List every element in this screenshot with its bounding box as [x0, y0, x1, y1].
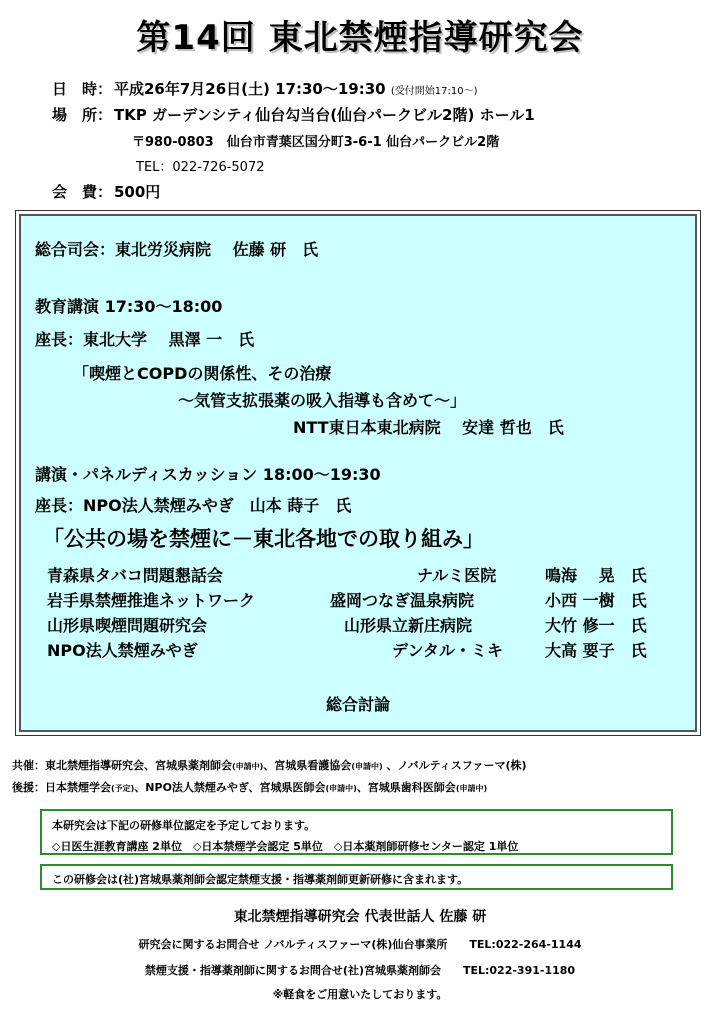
renewal-note: この研修会は(社)宮城県薬剤師会認定禁煙支援・指導薬剤師更新研修に含まれます。	[52, 873, 469, 886]
support-text: 後援：日本禁煙学会	[12, 781, 111, 794]
lecture-topic-1: 「喫煙とCOPDの関係性、その治療	[73, 364, 332, 383]
date-note: (受付開始17:10〜)	[390, 86, 478, 97]
fee-row	[52, 181, 160, 202]
support-note: (申請中)	[455, 784, 488, 793]
fee-value: 500円	[114, 183, 161, 201]
panelist-org: 岩手県禁煙推進ネットワーク	[47, 591, 256, 610]
panelist-hospital: ナルミ医院	[417, 566, 497, 585]
general-discussion: 総合討論	[325, 695, 390, 714]
credits-intro: 本研究会は下記の研修単位認定を予定しております。	[52, 819, 316, 832]
co-host-text: 共催：東北禁煙指導研究会、宮城県薬剤師会	[12, 759, 232, 772]
co-host-note: (申請中)	[232, 762, 264, 771]
panelist-name: 小西 一樹 氏	[545, 591, 647, 610]
panelist-name: 大高 要子 氏	[545, 641, 647, 660]
contact-pharmacist: 禁煙支援・指導薬剤師に関するお問合せ(社)宮城県薬剤師会 TEL:022-391-1180	[144, 964, 576, 977]
panelist-org: 青森県タバコ問題懇話会	[47, 566, 223, 585]
fee-label: 会 費：	[52, 183, 113, 201]
support-text: 、NPO法人禁煙みやぎ、宮城県医師会	[134, 781, 326, 794]
panel-theme: 「公共の場を禁煙に－東北各地での取り組み」	[43, 527, 484, 551]
panelist-org: 山形県喫煙問題研究会	[47, 616, 208, 635]
date-label: 日 時：	[52, 80, 113, 98]
organizer: 東北禁煙指導研究会 代表世話人 佐藤 研	[233, 909, 487, 925]
panelist-hospital: デンタル・ミキ	[392, 641, 504, 660]
panelist-name: 鳴海 晃 氏	[545, 566, 647, 585]
refreshment-note: ※軽食をご用意いたしております。	[272, 988, 448, 1001]
general-chair: 総合司会：東北労災病院 佐藤 研 氏	[35, 240, 319, 259]
date-value: 平成26年7月26日(土) 17:30〜19:30	[114, 80, 386, 98]
place-label: 場 所：	[52, 106, 113, 124]
co-host-note: (申請中)	[351, 762, 383, 771]
panelist-hospital: 盛岡つなぎ温泉病院	[330, 591, 475, 610]
lecture-chair: 座長：東北大学 黒澤 一 氏	[35, 330, 255, 349]
lecture-title: 教育講演 17:30〜18:00	[35, 297, 223, 316]
panelist-name: 大竹 修一 氏	[545, 616, 647, 635]
lecture-speaker: NTT東日本東北病院 安達 哲也 氏	[293, 418, 564, 437]
support-note: (予定)	[111, 784, 135, 793]
co-host-text: 、宮城県看護協会	[263, 759, 352, 772]
panel-chair: 座長：NPO法人禁煙みやぎ 山本 蒔子 氏	[35, 496, 352, 515]
tel: TEL：022-726-5072	[136, 160, 265, 175]
panel-title: 講演・パネルディスカッション 18:00〜19:30	[35, 465, 381, 484]
credits-units: ◇日医生涯教育講座 2単位 ◇日本禁煙学会認定 5単位 ◇日本薬剤師研修センター認定 1単位	[52, 840, 519, 853]
program-panel	[19, 214, 697, 732]
support-line	[12, 779, 487, 795]
lecture-topic-2: 〜気管支拡張薬の吸入指導も含めて〜」	[178, 391, 467, 410]
contact-novartis: 研究会に関するお問合せ ノバルティスファーマ(株)仙台事業所 TEL:022-264-1144	[138, 938, 582, 951]
place-row	[52, 104, 535, 125]
co-host-text: 、ノバルティスファーマ(株)	[382, 759, 527, 772]
date-row	[52, 78, 477, 99]
support-note: (申請中)	[325, 784, 357, 793]
panelist-hospital: 山形県立新庄病院	[344, 616, 473, 635]
co-host-line	[12, 757, 527, 773]
page-title: 第14回 東北禁煙指導研究会	[136, 18, 584, 58]
place-value: TKP ガーデンシティ仙台勾当台(仙台パークビル2階) ホール1	[114, 106, 535, 124]
credits-box	[40, 809, 673, 855]
renewal-box	[40, 864, 673, 890]
program-box	[15, 210, 701, 736]
panelist-org: NPO法人禁煙みやぎ	[47, 641, 198, 660]
support-text: 、宮城県歯科医師会	[356, 781, 456, 794]
address: 〒980-0803 仙台市青葉区国分町3-6-1 仙台パークビル2階	[132, 135, 500, 150]
